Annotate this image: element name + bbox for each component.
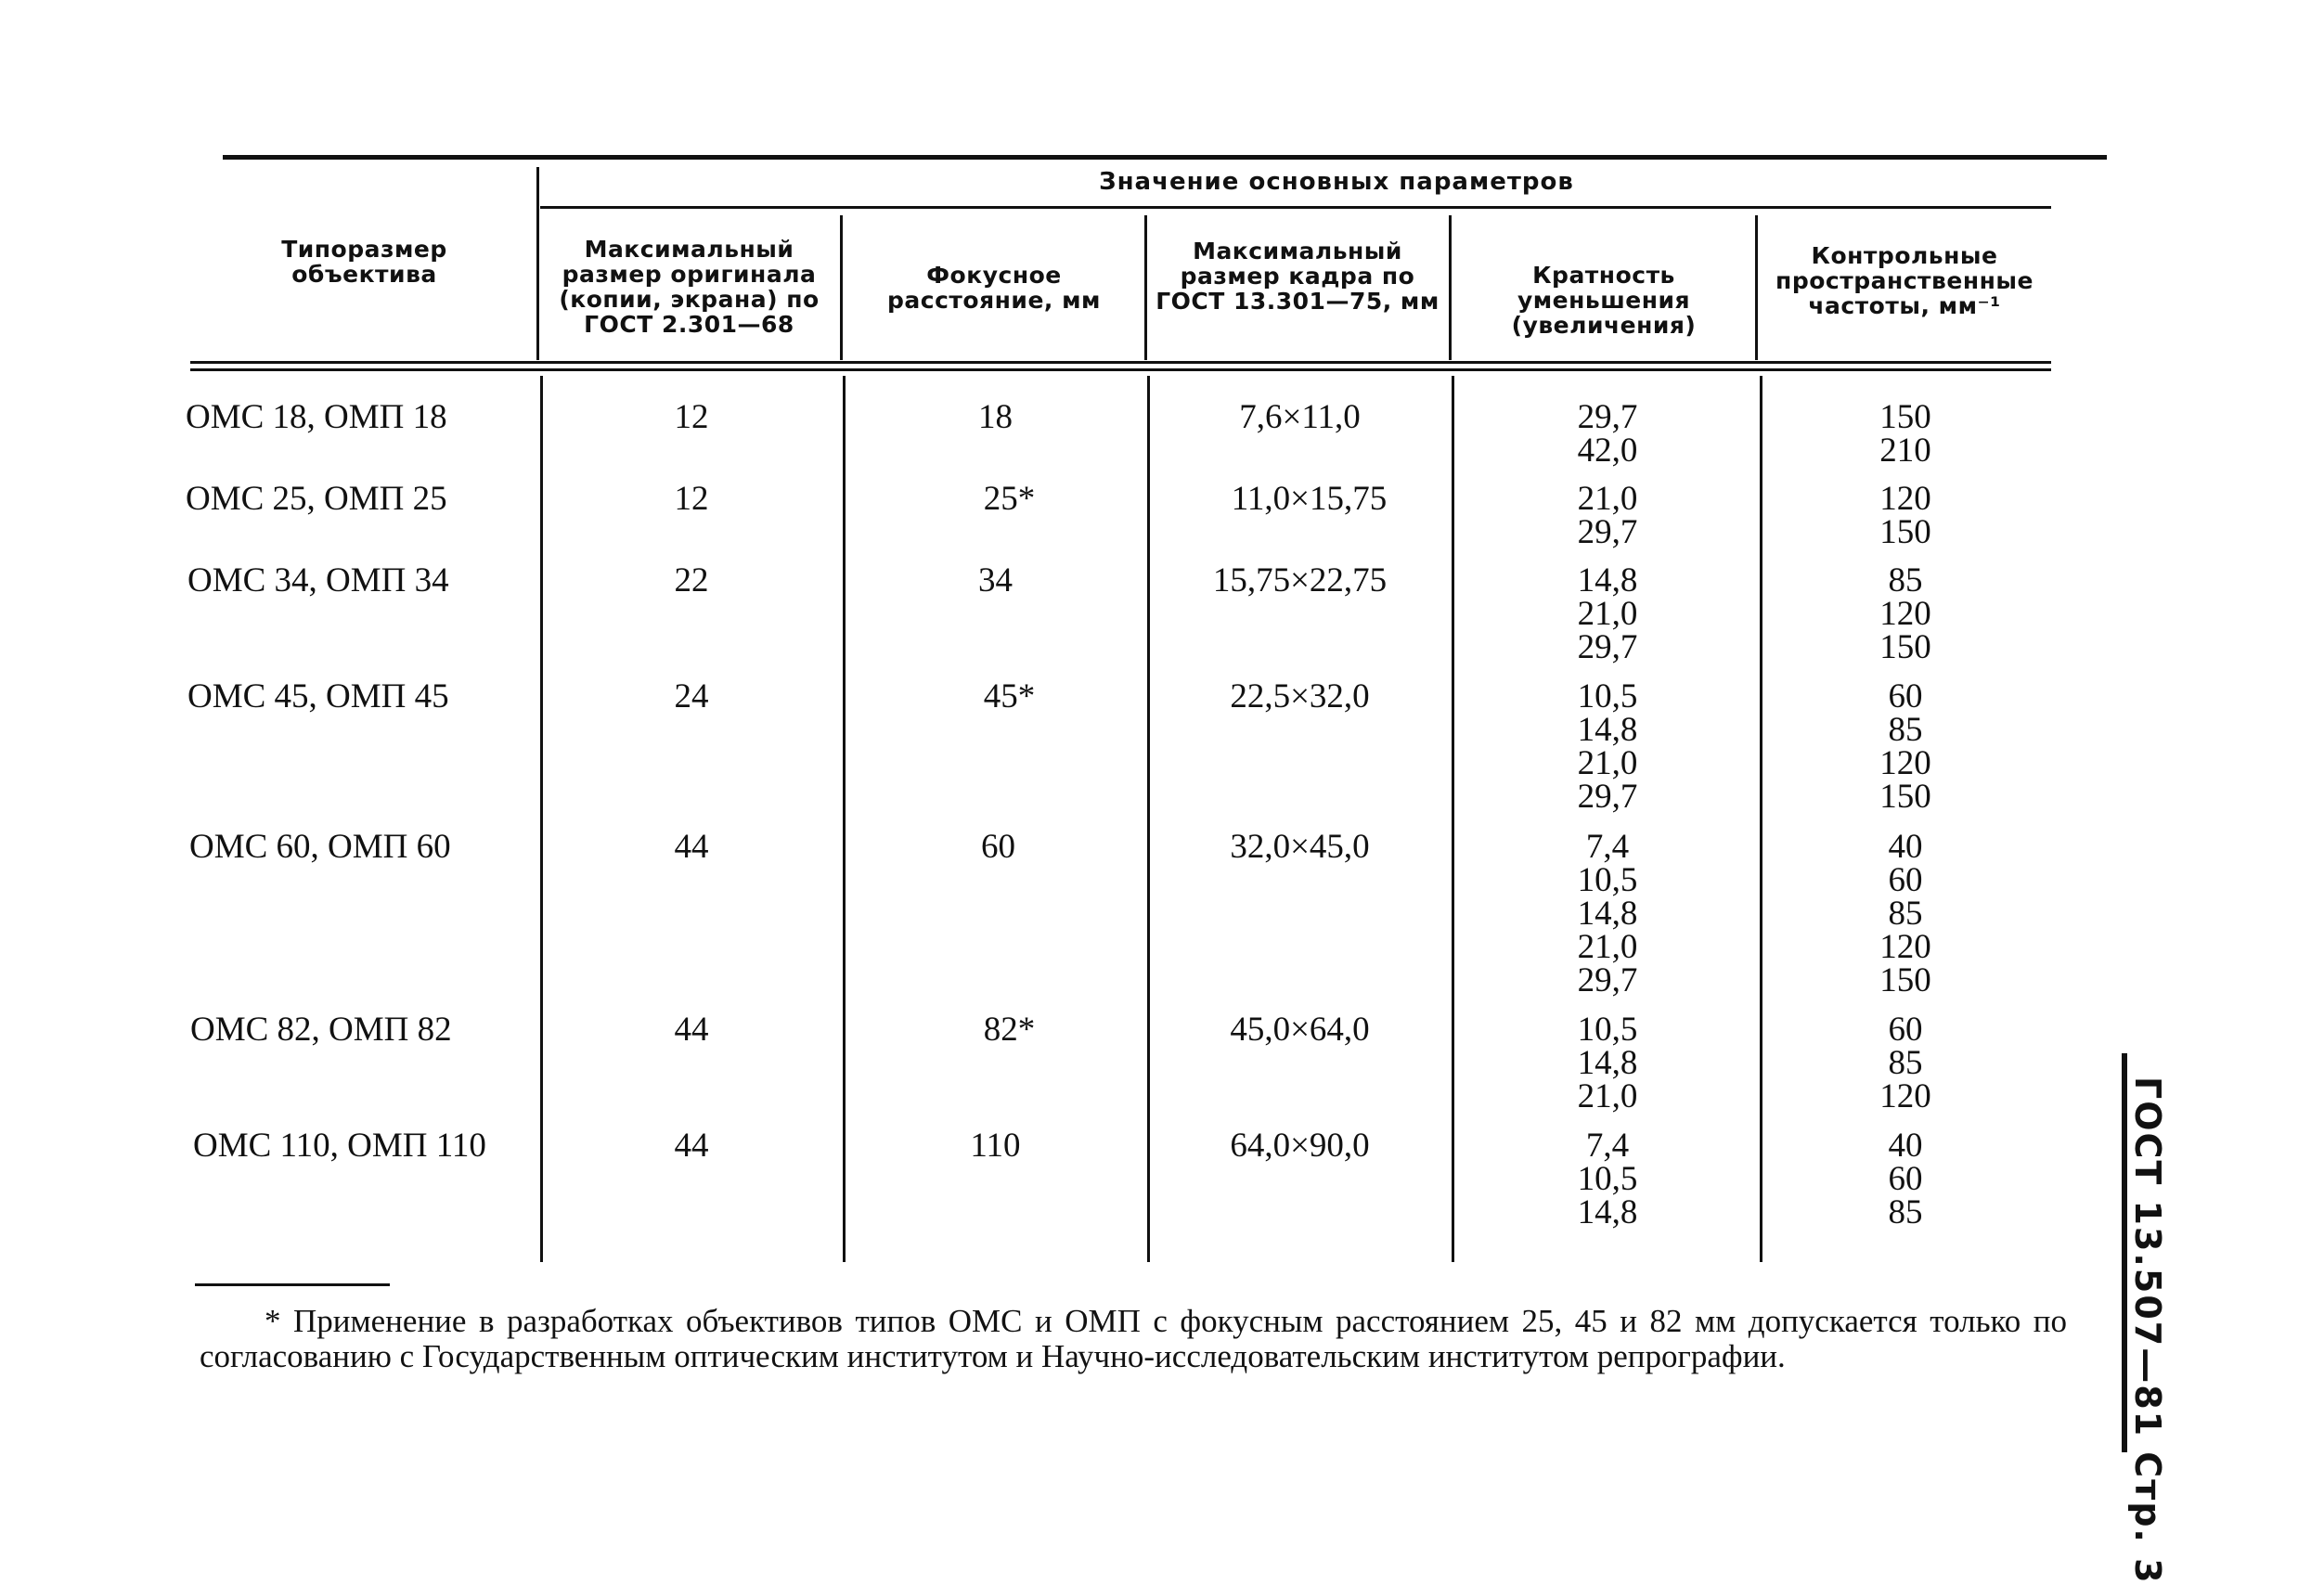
table-row-freq [1766, 1129, 2045, 1230]
ratio-value: 10,5 [1577, 1160, 1638, 1198]
table-row-focal: 18 [978, 398, 1013, 436]
freq-value: 150 [1879, 513, 1931, 551]
ratio-value: 7,4 [1585, 1127, 1630, 1165]
ratio-value: 21,0 [1577, 1077, 1638, 1115]
freq-value: 85 [1888, 1044, 1923, 1082]
table-row-orig: 44 [674, 1011, 709, 1049]
ratio-value: 21,0 [1577, 928, 1638, 966]
table-row-orig: 22 [674, 561, 709, 599]
table-row-frame: 45,0×64,0 [1230, 1011, 1370, 1049]
table-top-rule [223, 155, 2107, 160]
body-divider-5 [1760, 376, 1762, 1262]
table-row-ratio [1459, 1129, 1756, 1230]
header-divider-3 [1144, 215, 1147, 360]
table-row-frame: 32,0×45,0 [1230, 828, 1370, 866]
header-group: Значение основных параметров [1099, 168, 1574, 196]
freq-value: 150 [1879, 961, 1931, 999]
header-original-size: Максимальный размер оригинала (копии, экрана) по ГОСТ 2.301—68 [559, 236, 820, 338]
table-row-freq [1766, 1013, 2045, 1114]
ratio-value: 42,0 [1577, 432, 1638, 470]
freq-value: 60 [1888, 1011, 1923, 1049]
freq-value: 40 [1888, 1127, 1923, 1165]
table-row-frame: 11,0×15,75 [1231, 480, 1388, 518]
ratio-value: 29,7 [1577, 961, 1638, 999]
ratio-value: 10,5 [1577, 861, 1638, 899]
ratio-value: 21,0 [1577, 744, 1638, 782]
table-row-name: ОМС 60, ОМП 60 [189, 828, 451, 866]
header-frame-size: Максимальный размер кадра по ГОСТ 13.301—75, мм [1156, 238, 1440, 315]
table-row-freq [1766, 677, 2045, 816]
table-row-focal: 110 [970, 1127, 1021, 1165]
table-row-name: ОМС 18, ОМП 18 [186, 398, 447, 436]
header-ratio: Кратность уменьшения (увеличения) [1511, 262, 1697, 339]
ratio-value: 14,8 [1577, 711, 1638, 749]
table-row-ratio [1459, 677, 1756, 816]
freq-value: 210 [1879, 432, 1931, 470]
table-row-frame: 15,75×22,75 [1212, 561, 1388, 599]
footnote-rule [195, 1283, 390, 1286]
ratio-value: 14,8 [1577, 1193, 1638, 1231]
freq-value: 60 [1888, 677, 1923, 715]
table-row-frame: 7,6×11,0 [1239, 398, 1361, 436]
freq-value: 85 [1888, 561, 1923, 599]
body-divider-2 [843, 376, 846, 1262]
table-row-focal: 60 [981, 828, 1015, 866]
table-row-frame: 64,0×90,0 [1230, 1127, 1370, 1165]
ratio-value: 21,0 [1577, 480, 1638, 518]
table-row-name: ОМС 25, ОМП 25 [186, 480, 447, 518]
footnote-text: * Применение в разработках объективов типов ОМС и ОМП с фокусным расстоянием 25, 45 и 82 мм допускается только по согласованию с Государственным оптическим институтом и Научно-исследовательским институтом репрографии. [200, 1303, 2067, 1374]
table-row-ratio [1459, 561, 1756, 666]
freq-value: 40 [1888, 828, 1923, 866]
freq-value: 150 [1879, 398, 1931, 436]
table-row-focal: 45* [983, 677, 1036, 715]
table-row-name: ОМС 45, ОМП 45 [187, 677, 449, 715]
table-row-orig: 44 [674, 828, 709, 866]
ratio-value: 14,8 [1577, 895, 1638, 933]
ratio-value: 29,7 [1577, 628, 1638, 666]
ratio-value: 29,7 [1577, 513, 1638, 551]
ratio-value: 14,8 [1577, 1044, 1638, 1082]
table-row-name: ОМС 110, ОМП 110 [193, 1127, 486, 1165]
freq-value: 120 [1879, 480, 1931, 518]
header-focal-length: Фокусное расстояние, мм [887, 262, 1101, 314]
header-divider-4 [1449, 215, 1452, 360]
table-row-freq [1766, 561, 2045, 666]
table-row-focal: 82* [983, 1011, 1036, 1049]
table-row-freq [1766, 828, 2045, 999]
freq-value: 150 [1879, 778, 1931, 816]
ratio-value: 21,0 [1577, 595, 1638, 633]
ratio-value: 14,8 [1577, 561, 1638, 599]
body-divider-1 [540, 376, 543, 1262]
ratio-value: 29,7 [1577, 398, 1638, 436]
header-frequency: Контрольные пространственные частоты, мм⁻¹ [1775, 242, 2034, 319]
freq-value: 85 [1888, 711, 1923, 749]
table-row-name: ОМС 34, ОМП 34 [187, 561, 449, 599]
table-row-orig: 24 [674, 677, 709, 715]
header-divider-1 [536, 167, 539, 360]
header-divider-5 [1755, 215, 1758, 360]
ratio-value: 7,4 [1585, 828, 1630, 866]
table-row-orig: 44 [674, 1127, 709, 1165]
table-row-ratio [1459, 398, 1756, 470]
table-row-freq [1766, 480, 2045, 551]
header-divider-2 [840, 215, 843, 360]
table-row-ratio [1459, 828, 1756, 999]
group-header-rule [540, 206, 2051, 209]
table-row-ratio [1459, 480, 1756, 551]
table-row-name: ОМС 82, ОМП 82 [190, 1011, 452, 1049]
table-row-frame: 22,5×32,0 [1230, 677, 1370, 715]
freq-value: 85 [1888, 895, 1923, 933]
header-type: Типоразмер объектива [281, 236, 447, 288]
ratio-value: 29,7 [1577, 778, 1638, 816]
freq-value: 120 [1879, 928, 1931, 966]
table-row-ratio [1459, 1013, 1756, 1114]
table-row-orig: 12 [674, 398, 709, 436]
ratio-value: 10,5 [1577, 677, 1638, 715]
table-row-focal: 25* [983, 480, 1036, 518]
freq-value: 120 [1879, 1077, 1931, 1115]
ratio-value: 10,5 [1577, 1011, 1638, 1049]
side-page-label: ГОСТ 13.507—81 Стр. 3 [2127, 1076, 2168, 1585]
freq-value: 60 [1888, 1160, 1923, 1198]
freq-value: 85 [1888, 1193, 1923, 1231]
table-row-focal: 34 [978, 561, 1013, 599]
freq-value: 120 [1879, 744, 1931, 782]
table-row-orig: 12 [674, 480, 709, 518]
table-row-freq [1766, 398, 2045, 470]
header-bottom-rule-2 [190, 368, 2051, 371]
freq-value: 150 [1879, 628, 1931, 666]
freq-value: 60 [1888, 861, 1923, 899]
freq-value: 120 [1879, 595, 1931, 633]
header-bottom-rule-1 [190, 361, 2051, 364]
